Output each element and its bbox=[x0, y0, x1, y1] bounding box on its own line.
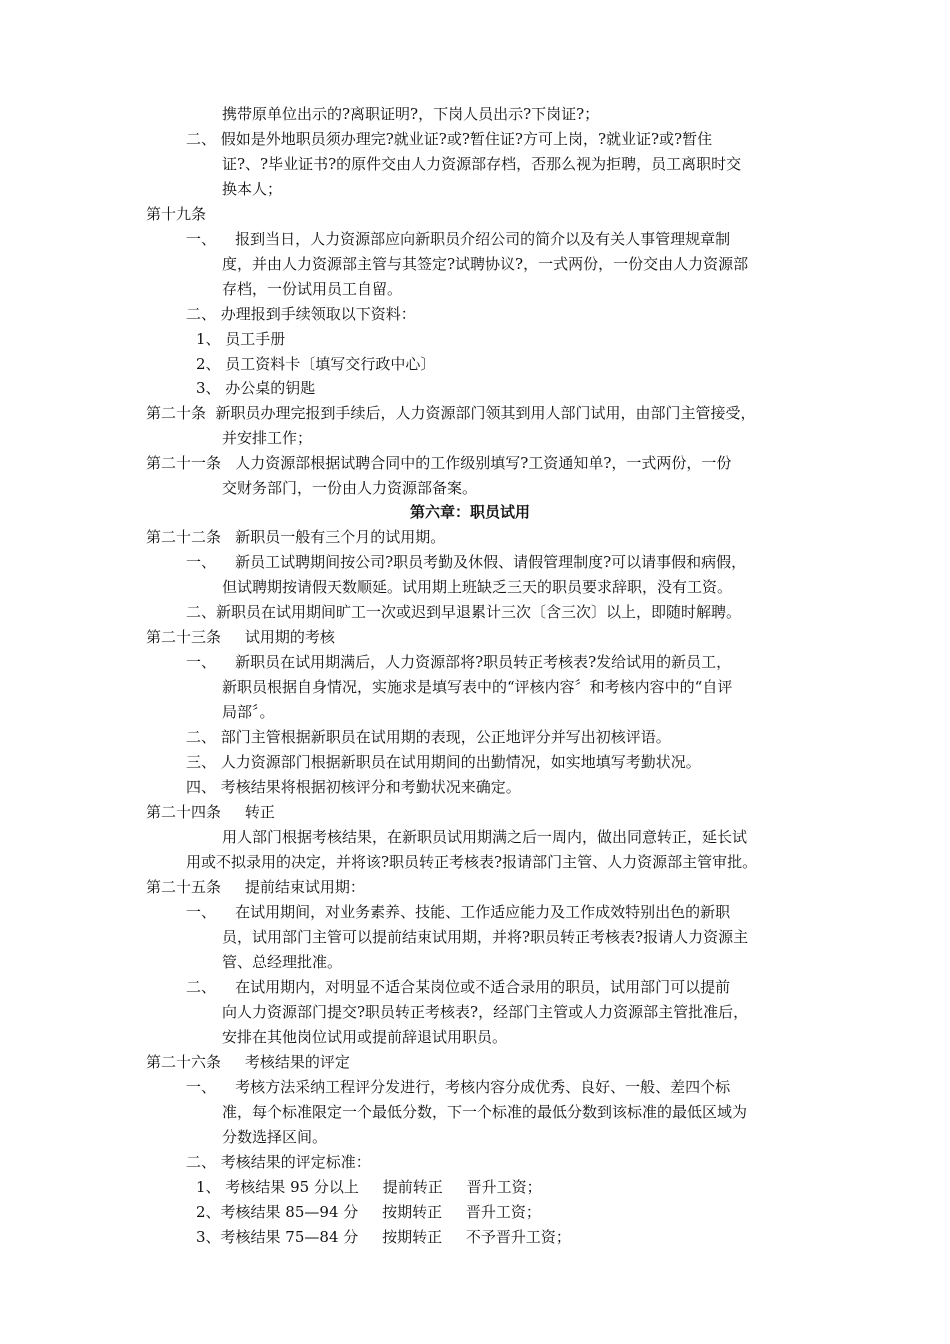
text-line: 一、 在试用期间，对业务素养、技能、工作适应能力及工作成效特别出色的新职 bbox=[186, 903, 731, 921]
article-heading: 第二十四条 转正 bbox=[146, 803, 275, 821]
text-line: 一、 新职员在试用期满后，人力资源部将?职员转正考核表?发给试用的新员工， bbox=[186, 653, 732, 671]
text-line: 二、 假如是外地职员须办理完?就业证?或?暂住证?方可上岗，?就业证?或?暂住 bbox=[186, 130, 713, 148]
article-heading: 第十九条 bbox=[146, 205, 207, 223]
text-line: 局部〞。 bbox=[222, 703, 275, 721]
article-heading: 第二十条 新职员办理完报到手续后，人力资源部门领其到用人部门试用，由部门主管接受， bbox=[146, 404, 756, 422]
list-item: 2、考核结果 85—94 分 按期转正 晋升工资； bbox=[196, 1203, 541, 1221]
text-line: 用人部门根据考核结果，在新职员试用期满之后一周内，做出同意转正，延长试 bbox=[222, 828, 748, 846]
article-heading: 第二十五条 提前结束试用期： bbox=[146, 878, 365, 896]
article-heading: 第二十六条 考核结果的评定 bbox=[146, 1053, 350, 1071]
text-line: 二、 办理报到手续领取以下资料： bbox=[186, 305, 416, 323]
text-line: 度，并由人力资源部主管与其签定?试聘协议?，一式两份，一份交由人力资源部 bbox=[222, 255, 749, 273]
text-line: 换本人； bbox=[222, 180, 283, 198]
text-line: 并安排工作； bbox=[222, 429, 313, 447]
text-line: 分数选择区间。 bbox=[222, 1128, 328, 1146]
text-line: 一、 报到当日，人力资源部应向新职员介绍公司的简介以及有关人事管理规章制 bbox=[186, 230, 731, 248]
article-heading: 第二十三条 试用期的考核 bbox=[146, 628, 335, 646]
list-item: 1、 员工手册 bbox=[196, 330, 286, 348]
text-line: 证?、?毕业证书?的原件交由人力资源部存档，否那么视为拒聘，员工离职时交 bbox=[222, 155, 742, 173]
text-line: 管、总经理批准。 bbox=[222, 953, 343, 971]
text-line: 存档，一份试用员工自留。 bbox=[222, 280, 403, 298]
article-heading: 第二十一条 人力资源部根据试聘合同中的工作级别填写?工资通知单?，一式两份，一份 bbox=[146, 454, 732, 472]
text-line: 一、 考核方法采纳工程评分发进行，考核内容分成优秀、良好、一般、差四个标 bbox=[186, 1078, 731, 1096]
text-line: 四、 考核结果将根据初核评分和考勤状况来确定。 bbox=[186, 778, 521, 796]
list-item: 3、考核结果 75—84 分 按期转正 不予晋升工资； bbox=[196, 1228, 571, 1246]
text-line: 三、 人力资源部门根据新职员在试用期间的出勤情况，如实地填写考勤状况。 bbox=[186, 753, 701, 771]
text-line: 向人力资源部门提交?职员转正考核表?，经部门主管或人力资源部主管批准后， bbox=[222, 1003, 749, 1021]
chapter-title: 第六章：职员试用 bbox=[410, 503, 531, 521]
text-line: 一、 新员工试聘期间按公司?职员考勤及休假、请假管理制度?可以请事假和病假， bbox=[186, 553, 747, 571]
text-line: 准，每个标准限定一个最低分数，下一个标准的最低分数到该标准的最低区域为 bbox=[222, 1103, 748, 1121]
article-heading: 第二十二条 新职员一般有三个月的试用期。 bbox=[146, 528, 446, 546]
text-line: 二、 考核结果的评定标准： bbox=[186, 1153, 371, 1171]
text-line: 二、新职员在试用期间旷工一次或迟到早退累计三次〔含三次〕以上，即随时解聘。 bbox=[186, 603, 742, 621]
list-item: 2、 员工资料卡〔填写交行政中心〕 bbox=[196, 355, 436, 373]
text-line: 但试聘期按请假天数顺延。试用期上班缺乏三天的职员要求辞职，没有工资。 bbox=[222, 578, 733, 596]
text-line: 安排在其他岗位试用或提前辞退试用职员。 bbox=[222, 1028, 508, 1046]
text-line: 携带原单位出示的?离职证明?，下岗人员出示?下岗证?； bbox=[222, 105, 600, 123]
text-line: 新职员根据自身情况，实施求是填写表中的“评核内容〞和考核内容中的“自评 bbox=[222, 678, 733, 696]
text-line: 二、 在试用期内，对明显不适合某岗位或不适合录用的职员，试用部门可以提前 bbox=[186, 978, 731, 996]
list-item: 3、 办公桌的钥匙 bbox=[196, 379, 316, 397]
text-line: 员，试用部门主管可以提前结束试用期，并将?职员转正考核表?报请人力资源主 bbox=[222, 928, 749, 946]
list-item: 1、 考核结果 95 分以上 提前转正 晋升工资； bbox=[196, 1178, 542, 1196]
text-line: 用或不拟录用的决定，并将该?职员转正考核表?报请部门主管、人力资源部主管审批。 bbox=[186, 853, 758, 871]
text-line: 交财务部门，一份由人力资源部备案。 bbox=[222, 479, 478, 497]
text-line: 二、 部门主管根据新职员在试用期的表现，公正地评分并写出初核评语。 bbox=[186, 728, 671, 746]
